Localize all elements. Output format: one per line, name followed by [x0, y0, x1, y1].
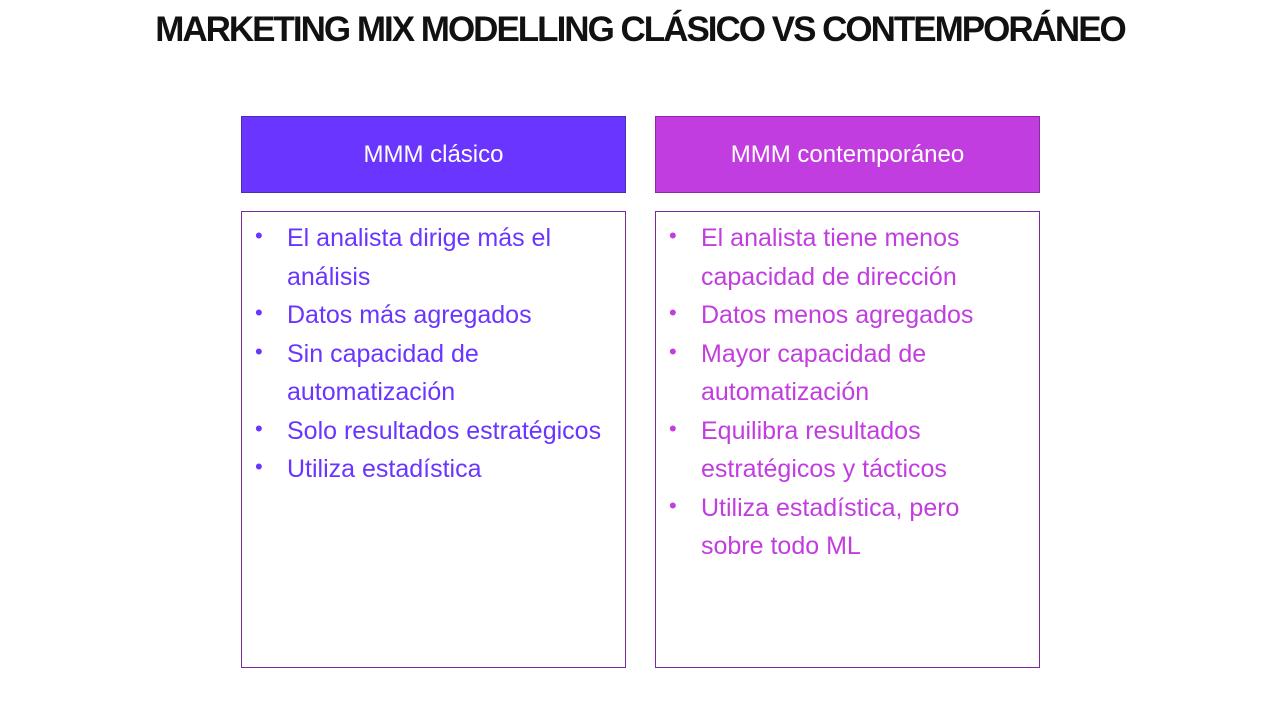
bullet-item: • Solo resultados estratégicos	[252, 412, 613, 451]
bullet-item: • Equilibra resultados estratégicos y tácticos	[666, 412, 1027, 489]
bullet-item: • El analista tiene menos capacidad de dirección	[666, 219, 1027, 296]
header-mmm-clasico: MMM clásico	[241, 116, 626, 193]
header-mmm-contemporaneo: MMM contemporáneo	[655, 116, 1040, 193]
bullet-item: • El analista dirige más el análisis	[252, 219, 613, 296]
bullet-item: • Sin capacidad de automatización	[252, 335, 613, 412]
bullet-item: • Datos menos agregados	[666, 296, 1027, 335]
bullet-list-clasico	[242, 212, 625, 489]
bullet-item: • Datos más agregados	[252, 296, 613, 335]
bullet-item: • Utiliza estadística, pero sobre todo ML	[666, 489, 1027, 566]
slide-title: MARKETING MIX MODELLING CLÁSICO VS CONTEMPORÁNEO	[155, 10, 1125, 49]
column-mmm-contemporaneo	[655, 211, 1040, 668]
column-mmm-clasico	[241, 211, 626, 668]
bullet-list-contemporaneo	[656, 212, 1039, 566]
bullet-item: • Utiliza estadística	[252, 450, 613, 489]
bullet-item: • Mayor capacidad de automatización	[666, 335, 1027, 412]
